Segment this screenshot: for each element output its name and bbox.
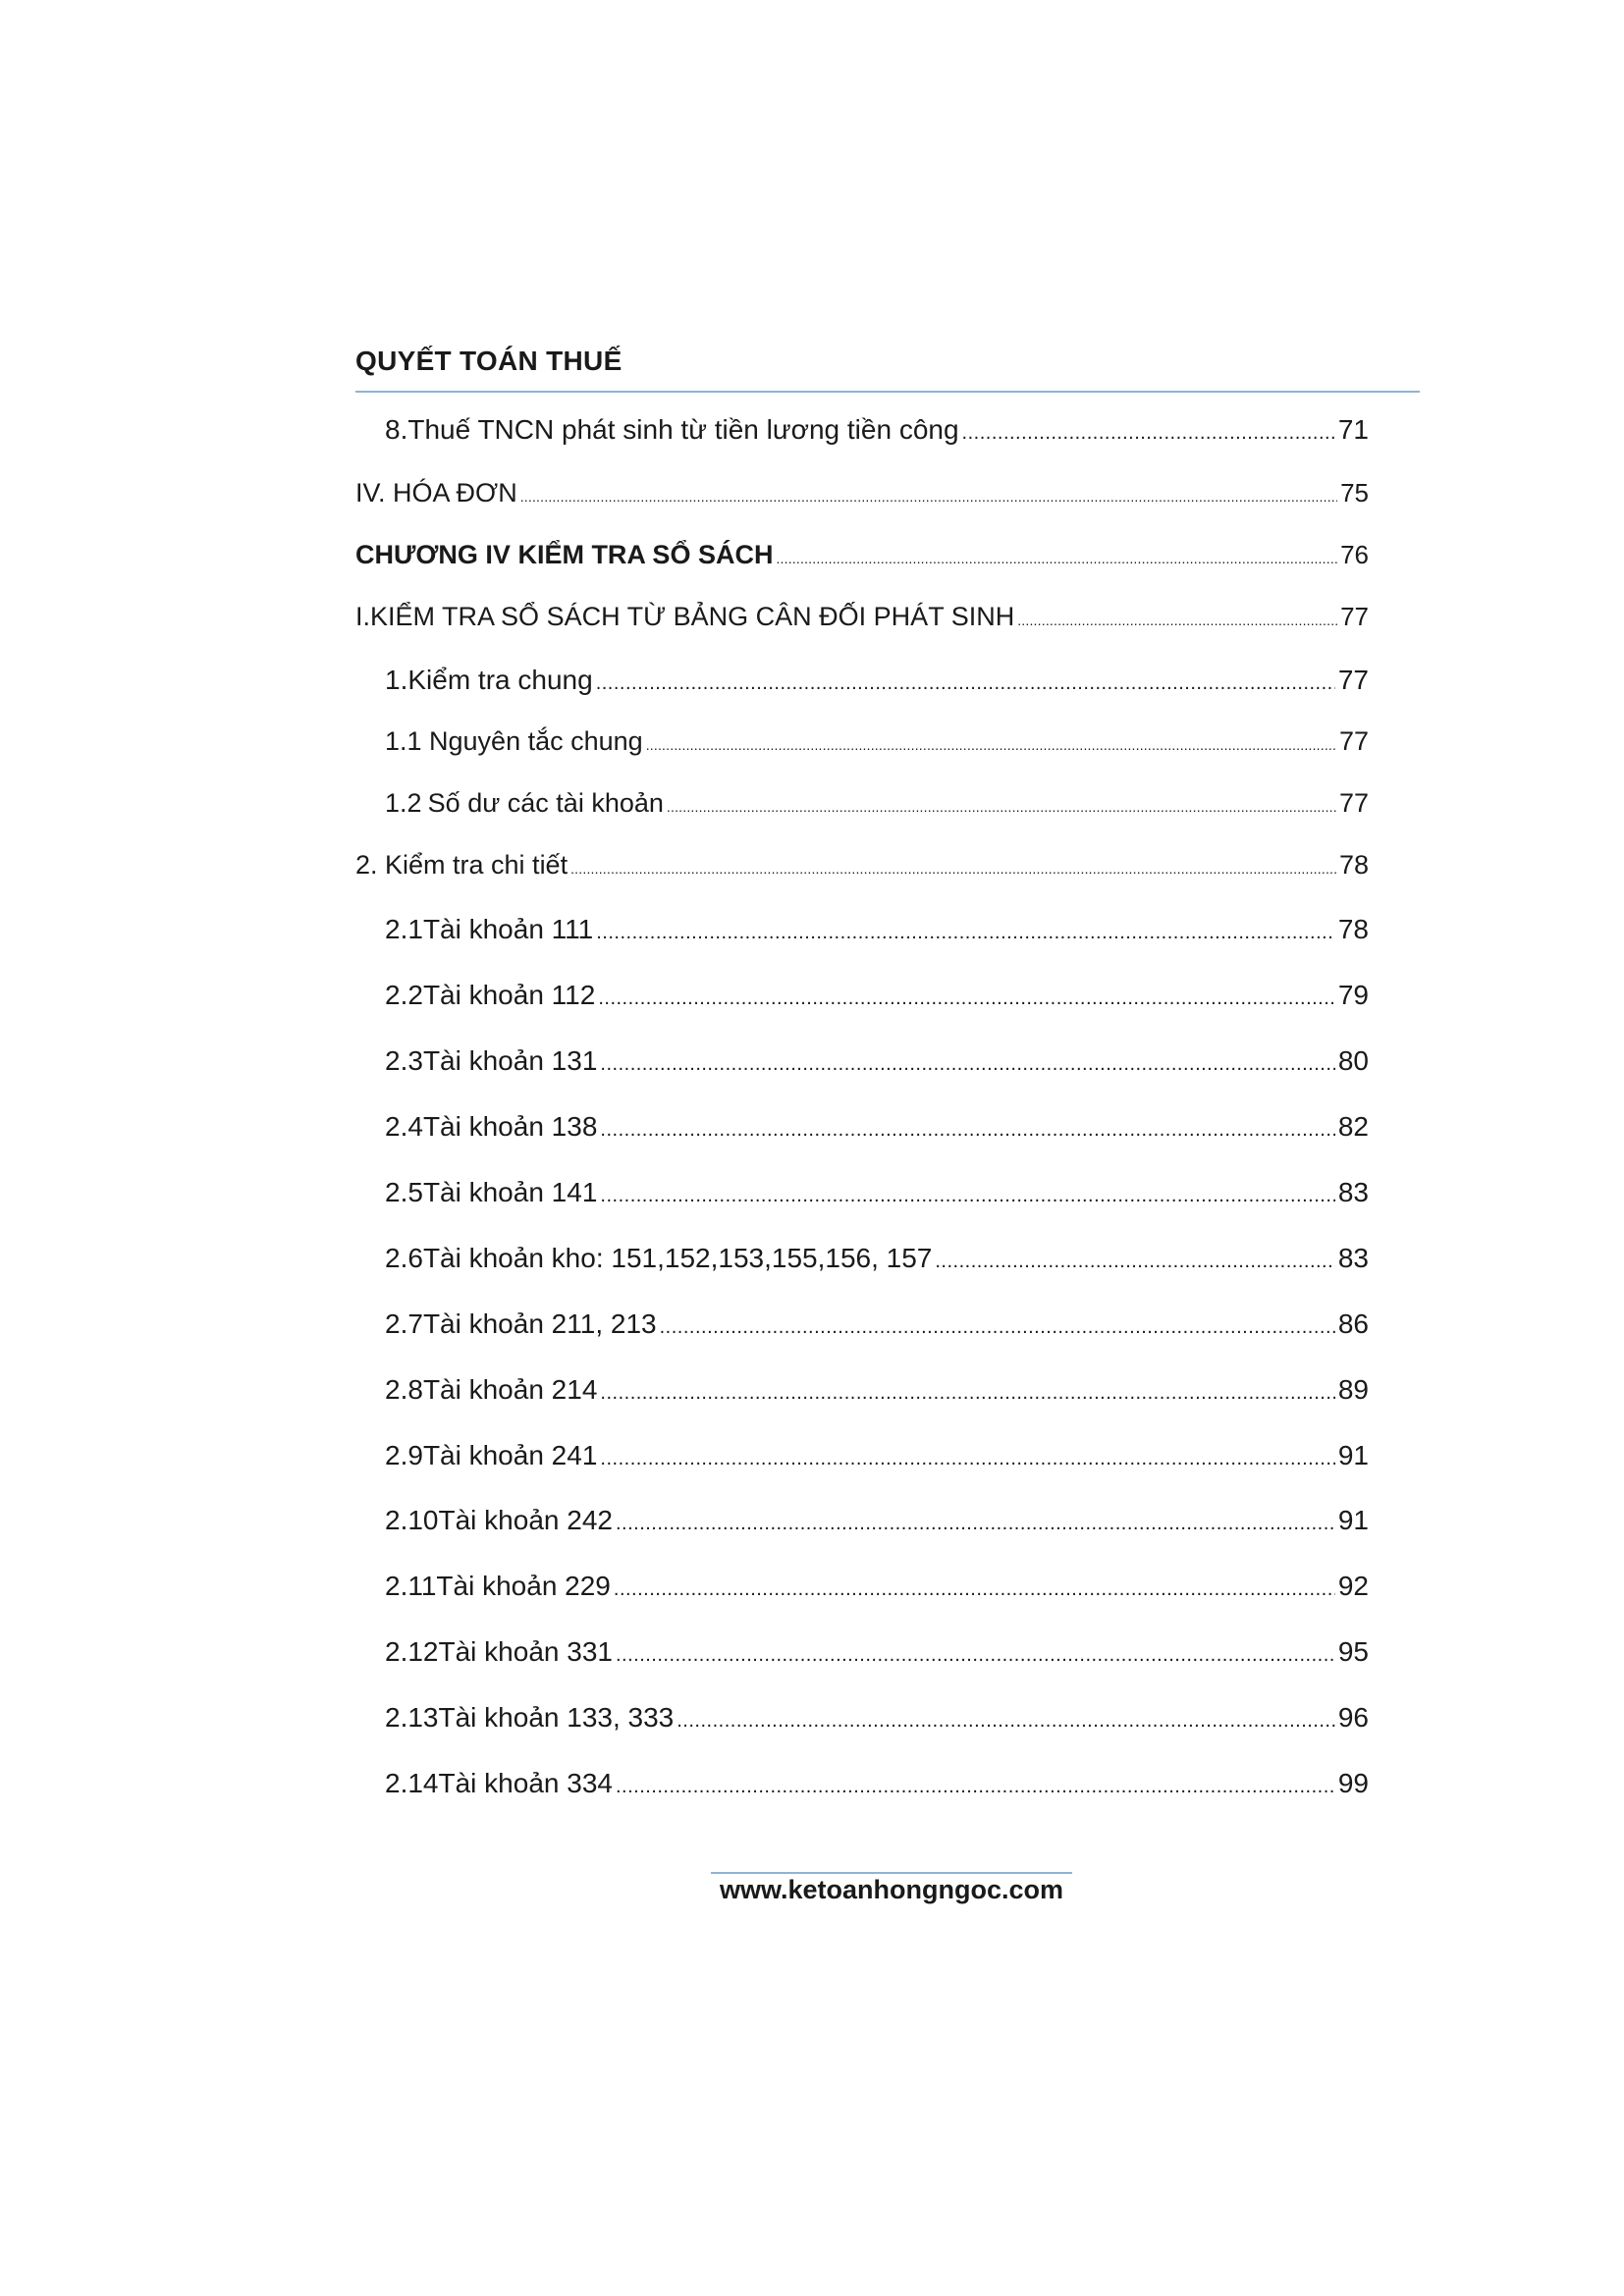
toc-entry-number: 2.7 <box>385 1308 423 1339</box>
footer-website[interactable]: www.ketoanhongngoc.com <box>719 1875 1063 1904</box>
toc-entry-leader <box>596 922 1335 944</box>
toc-entry-number: 2.8 <box>385 1374 423 1405</box>
toc-entry-leader <box>962 422 1335 445</box>
toc-entry-leader <box>1017 613 1337 628</box>
toc-entry-label: Tài khoản 331 <box>438 1636 613 1667</box>
toc-entry-page: 76 <box>1340 540 1369 569</box>
toc-entry-label: Số dư các tài khoản <box>427 788 664 818</box>
toc-entry-leader <box>776 551 1337 566</box>
toc-entry-label: Tài khoản 334 <box>438 1768 613 1798</box>
toc-entry[interactable] <box>355 478 1369 517</box>
toc-entry-page: 77 <box>1338 726 1369 756</box>
toc-entry-leader <box>616 1644 1335 1667</box>
toc-entry-page: 91 <box>1337 1440 1369 1470</box>
toc-entry[interactable] <box>355 602 1369 641</box>
toc-entry-page: 83 <box>1337 1177 1369 1207</box>
toc-entry-leader <box>660 1316 1335 1339</box>
toc-entry-label: CHƯƠNG IV KIỂM TRA SỔ SÁCH <box>355 540 774 569</box>
toc-entry-label: Tài khoản kho: 151,152,153,155,156, 157 <box>422 1243 933 1273</box>
toc-entry-number: 2.13 <box>385 1702 439 1733</box>
toc-entry-page: 92 <box>1337 1571 1369 1601</box>
toc-entry-leader <box>616 1513 1335 1535</box>
toc-entry-page: 91 <box>1337 1505 1369 1535</box>
toc-entry-page: 95 <box>1337 1636 1369 1667</box>
toc-entry-leader <box>616 1776 1335 1798</box>
toc-entry-label: Tài khoản 214 <box>422 1374 598 1405</box>
toc-entry-page: 75 <box>1340 478 1369 507</box>
toc-entry-leader <box>614 1578 1335 1601</box>
toc-entry-label: Tài khoản 141 <box>422 1177 598 1207</box>
toc-entry-label: Tài khoản 133, 333 <box>438 1702 675 1733</box>
toc-entry[interactable] <box>385 1636 1369 1676</box>
page-header-title: QUYẾT TOÁN THUẾ <box>355 346 623 376</box>
toc-entry-label: Kiểm tra chung <box>407 665 593 695</box>
toc-entry-label: Tài khoản 112 <box>422 980 596 1010</box>
toc-entry-leader <box>600 1382 1334 1405</box>
toc-entry[interactable] <box>385 980 1369 1019</box>
toc-entry[interactable] <box>385 1177 1369 1216</box>
toc-entry-leader <box>598 988 1335 1010</box>
toc-entry-leader <box>600 1185 1334 1207</box>
footer-divider <box>711 1872 1072 1874</box>
toc-entry-leader <box>600 1448 1334 1470</box>
toc-entry-number: 2.10 <box>385 1505 439 1535</box>
toc-entry[interactable] <box>385 665 1369 704</box>
toc-entry[interactable] <box>355 540 1369 579</box>
toc-entry-leader <box>667 799 1336 815</box>
toc-entry-label: KIỂM TRA SỔ SÁCH TỪ BẢNG CÂN ĐỐI PHÁT SINH <box>370 602 1015 631</box>
toc-entry-page: 77 <box>1337 665 1369 695</box>
toc-entry[interactable] <box>385 914 1369 953</box>
toc-entry[interactable] <box>385 1308 1369 1348</box>
toc-entry-leader <box>935 1251 1334 1273</box>
toc-entry[interactable] <box>385 788 1369 828</box>
toc-entry-page: 79 <box>1337 980 1369 1010</box>
toc-entry-label: Tài khoản 111 <box>422 914 594 944</box>
toc-entry[interactable] <box>355 850 1369 889</box>
toc-entry-number: 2.14 <box>385 1768 439 1798</box>
toc-entry-number: 2.4 <box>385 1111 423 1142</box>
toc-entry-page: 99 <box>1337 1768 1369 1798</box>
toc-entry-page: 77 <box>1340 602 1369 631</box>
toc-entry-label: 2. Kiểm tra chi tiết <box>355 850 568 880</box>
toc-entry[interactable] <box>385 1243 1369 1282</box>
toc-entry[interactable] <box>385 1768 1369 1807</box>
toc-entry[interactable] <box>385 1440 1369 1479</box>
toc-entry-page: 96 <box>1337 1702 1369 1733</box>
toc-entry-label: Tài khoản 211, 213 <box>422 1308 657 1339</box>
toc-entry-page: 82 <box>1337 1111 1369 1142</box>
toc-entry-number: I. <box>355 602 371 631</box>
toc-entry-number: 2.9 <box>385 1440 423 1470</box>
toc-entry[interactable] <box>385 1111 1369 1150</box>
toc-entry-page: 89 <box>1337 1374 1369 1405</box>
toc-entry-label: IV. HÓA ĐƠN <box>355 478 517 507</box>
toc-entry[interactable] <box>385 1571 1369 1610</box>
toc-entry-number: 1.2 <box>385 788 422 818</box>
toc-entry-page: 78 <box>1338 850 1369 880</box>
toc-entry-leader <box>520 489 1337 505</box>
toc-entry-label: Tài khoản 131 <box>422 1045 598 1076</box>
toc-entry[interactable] <box>385 1702 1369 1741</box>
toc-entry-leader <box>600 1053 1334 1076</box>
toc-entry-number: 1. <box>385 665 408 695</box>
toc-entry[interactable] <box>385 1374 1369 1414</box>
toc-entry-page: 86 <box>1337 1308 1369 1339</box>
toc-entry[interactable] <box>385 414 1369 454</box>
toc-entry[interactable] <box>385 1505 1369 1544</box>
toc-entry-leader <box>646 737 1336 753</box>
toc-entry[interactable] <box>385 726 1369 766</box>
toc-entry-number: 2.1 <box>385 914 423 944</box>
toc-entry-label: Tài khoản 229 <box>436 1571 611 1601</box>
toc-entry-page: 77 <box>1338 788 1369 818</box>
toc-entry-page: 80 <box>1337 1045 1369 1076</box>
toc-entry-leader <box>570 861 1336 877</box>
toc-entry-leader <box>600 1119 1334 1142</box>
toc-entry-label: Nguyên tắc chung <box>429 726 643 756</box>
toc-entry-number: 2.6 <box>385 1243 423 1273</box>
toc-entry-label: Tài khoản 241 <box>422 1440 598 1470</box>
toc-entry-number: 8. <box>385 414 408 445</box>
toc-entry-number: 2.12 <box>385 1636 439 1667</box>
toc-entry-number: 2.3 <box>385 1045 423 1076</box>
toc-entry-page: 71 <box>1337 414 1369 445</box>
toc-entry-leader <box>677 1710 1335 1733</box>
toc-entry-label: Thuế TNCN phát sinh từ tiền lương tiền công <box>407 414 959 445</box>
toc-entry-leader <box>596 672 1335 695</box>
toc-entry[interactable] <box>385 1045 1369 1085</box>
toc-entry-number: 2.2 <box>385 980 423 1010</box>
toc-entry-number: 1.1 <box>385 726 422 756</box>
toc-entry-label: Tài khoản 242 <box>438 1505 613 1535</box>
toc-entry-page: 78 <box>1337 914 1369 944</box>
toc-entry-number: 2.5 <box>385 1177 423 1207</box>
toc-entry-number: 2.11 <box>385 1571 437 1601</box>
toc-entry-label: Tài khoản 138 <box>422 1111 598 1142</box>
toc-entry-page: 83 <box>1337 1243 1369 1273</box>
